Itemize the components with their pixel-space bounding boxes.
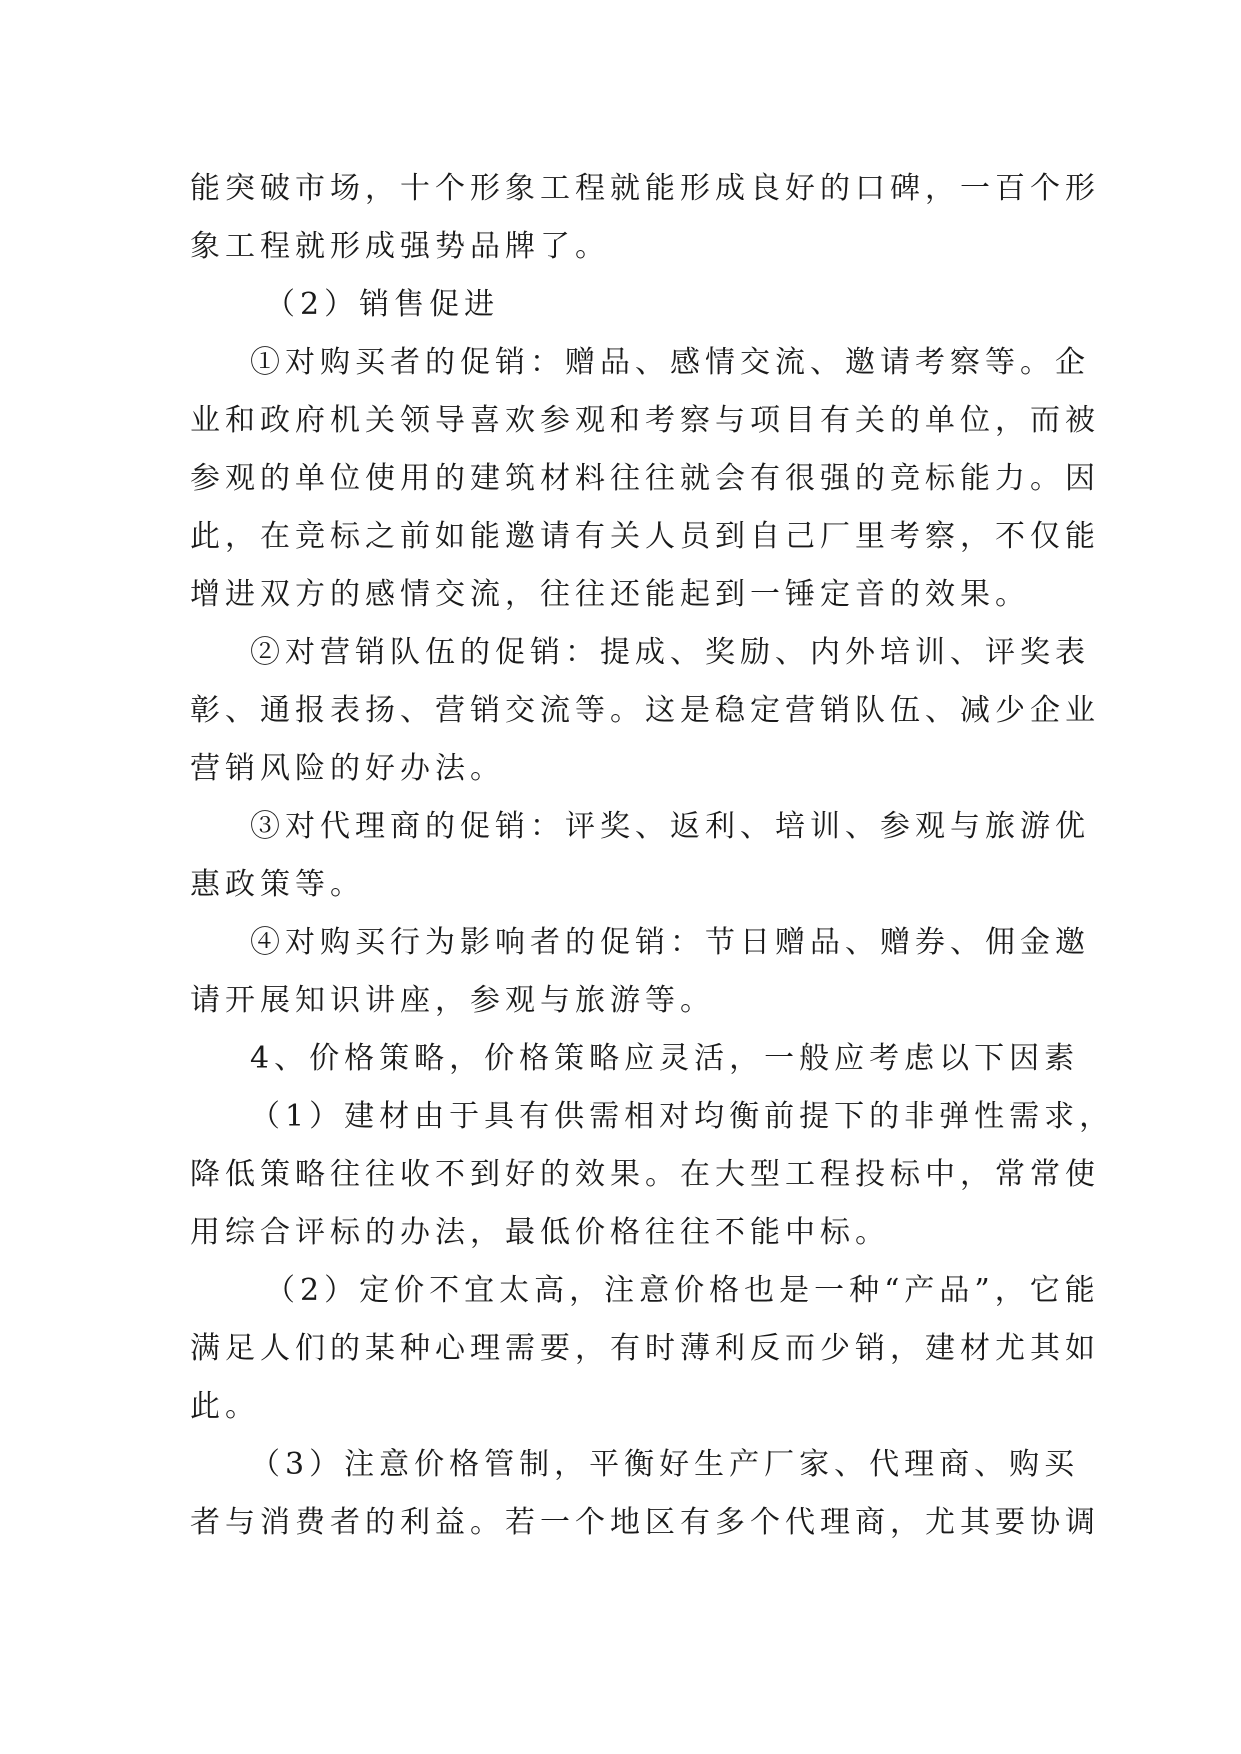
text-line: （1）建材由于具有供需相对均衡前提下的非弹性需求， (250, 1099, 1115, 1134)
text-line: 彰、通报表扬、营销交流等。这是稳定营销队伍、减少企业 (190, 693, 1100, 728)
text-line: （3）注意价格管制，平衡好生产厂家、代理商、购买 (250, 1447, 1080, 1482)
text-line: 增进双方的感情交流，往往还能起到一锤定音的效果。 (190, 577, 1030, 612)
text-line: 象工程就形成强势品牌了。 (190, 229, 610, 264)
text-line: 能突破市场，十个形象工程就能形成良好的口碑，一百个形 (190, 171, 1100, 206)
text-line: ②对营销队伍的促销：提成、奖励、内外培训、评奖表 (250, 635, 1090, 670)
text-line: 降低策略往往收不到好的效果。在大型工程投标中，常常使 (190, 1157, 1100, 1192)
text-line: 请开展知识讲座，参观与旅游等。 (190, 983, 715, 1018)
text-line: 业和政府机关领导喜欢参观和考察与项目有关的单位，而被 (190, 403, 1100, 438)
text-line: 参观的单位使用的建筑材料往往就会有很强的竞标能力。因 (190, 461, 1100, 496)
text-line: 用综合评标的办法，最低价格往往不能中标。 (190, 1215, 890, 1250)
text-line: 营销风险的好办法。 (190, 751, 505, 786)
section-heading: 4、价格策略，价格策略应灵活，一般应考虑以下因素 (250, 1041, 1080, 1076)
section-heading: （2）销售促进 (265, 287, 500, 322)
text-line: ③对代理商的促销：评奖、返利、培训、参观与旅游优 (250, 809, 1090, 844)
text-line: ①对购买者的促销：赠品、感情交流、邀请考察等。企 (250, 345, 1090, 380)
body-text (190, 160, 1115, 1552)
text-line: 此。 (190, 1389, 260, 1424)
text-line: ④对购买行为影响者的促销：节日赠品、赠券、佣金邀 (250, 925, 1090, 960)
text-line: 满足人们的某种心理需要，有时薄利反而少销，建材尤其如 (190, 1331, 1100, 1366)
text-line: 此，在竞标之前如能邀请有关人员到自己厂里考察，不仅能 (190, 519, 1100, 554)
text-line: （2）定价不宜太高，注意价格也是一种“产品”，它能 (265, 1273, 1100, 1308)
text-line: 惠政策等。 (190, 867, 365, 902)
text-line: 者与消费者的利益。若一个地区有多个代理商，尤其要协调 (190, 1505, 1100, 1540)
